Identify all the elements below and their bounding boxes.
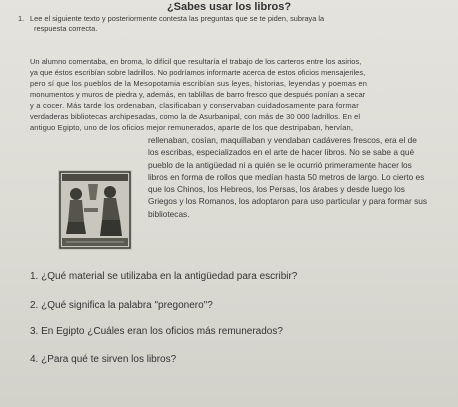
instruction-number: 1. xyxy=(18,14,25,23)
instruction-line-1: Lee el siguiente texto y posteriormente contesta las preguntas que se te piden, subraya la xyxy=(30,14,325,23)
reading-paragraph xyxy=(30,56,367,133)
paragraph-line: que los Chinos, los Hebreos, los Persas, los árabes y desde luego los xyxy=(148,184,405,195)
paragraph-line: Griegos y los Romanos, los adoptaron para uso particular y para formar sus xyxy=(148,196,427,207)
paragraph-line: rellenaban, cosían, maquillaban y vendaban cadáveres frescos, era el de xyxy=(148,135,417,145)
paragraph-line: monumentos y muros de piedra y, además, en tablillas de barro fresco que después ponían a secar xyxy=(30,90,366,99)
paragraph-line: pueblo de la antigüedad ni a quién se le ocurrió primeramente hacer los xyxy=(148,159,412,170)
question-2: 2. ¿Qué significa la palabra "pregonero"? xyxy=(30,300,213,311)
paragraph-line: verdaderas bibliotecas archipesadas, como la de Asurbanipal, con más de 30 000 ladrillos. En el xyxy=(30,112,361,121)
paragraph-line: bibliotecas. xyxy=(148,208,190,219)
paragraph-line: Un alumno comentaba, en broma, lo difícil que resultaría el trabajo de los carteros entre los asirios, xyxy=(30,57,362,66)
paragraph-line: y a cocer. Más tarde los ordenaban, clasificaban y conservaban cuidadosamente para formar xyxy=(30,101,359,110)
question-1: 1. ¿Qué material se utilizaba en la antigüedad para escribir? xyxy=(30,271,298,282)
paragraph-line: los escribas, especializados en el arte de hacer libros. No se sabe a qué xyxy=(148,147,415,158)
paragraph-line: ya que éstos escribían sobre ladrillos. No podríamos informarte acerca de estos oficios mensajeriles, xyxy=(30,68,366,77)
paragraph-line: antiguo Egipto, uno de los oficios mejor remunerados, aparte de los que destripaban, hervían, xyxy=(30,123,354,132)
paragraph-line: pero sí que los pueblos de la Mesopotamia escribían sus leyes, historias, leyendas y poemas en xyxy=(30,79,368,88)
page-title: ¿Sabes usar los libros? xyxy=(166,1,292,13)
wrapped-paragraph xyxy=(148,134,427,220)
paragraph-line: libros en forma de rollos que medían hasta 50 metros de largo. Lo cierto es xyxy=(148,171,425,182)
question-3: 3. En Egipto ¿Cuáles eran los oficios más remunerados? xyxy=(30,326,283,337)
egyptian-scribes-illustration xyxy=(58,170,132,250)
instruction xyxy=(18,14,435,34)
instruction-line-2: respuesta correcta. xyxy=(34,24,98,33)
question-4: 4. ¿Para qué te sirven los libros? xyxy=(30,354,177,365)
